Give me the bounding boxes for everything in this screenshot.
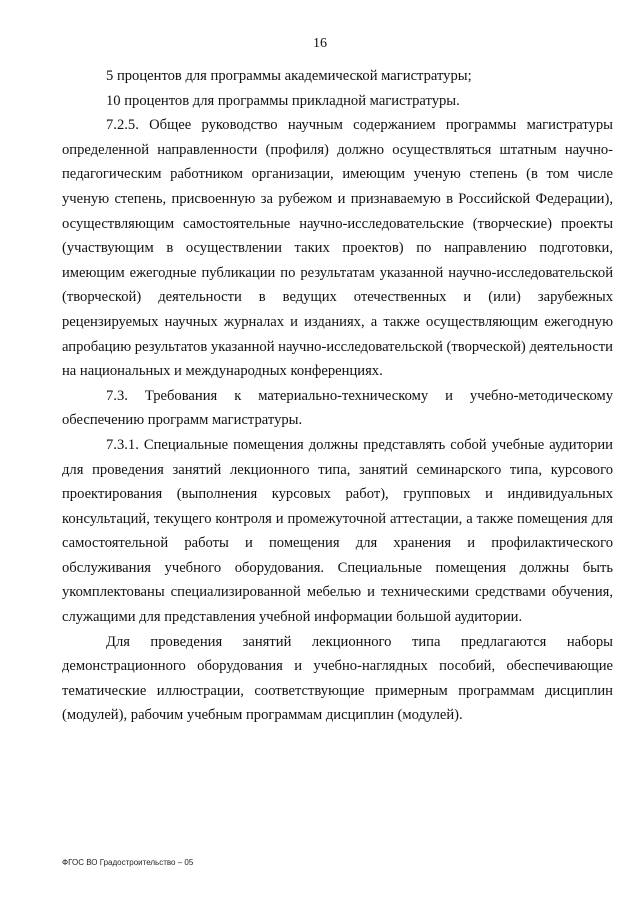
document-body [62, 64, 613, 728]
paragraph-academic-masters-percent: 5 процентов для программы академической магистратуры; [106, 68, 472, 84]
paragraph-applied-masters-percent: 10 процентов для программы прикладной магистратуры. [106, 92, 460, 109]
footer-standard-name: ФГОС ВО Градостроительство – 05 [62, 858, 194, 867]
page-number: 16 [313, 36, 327, 51]
paragraph-7-2-5: 7.2.5. Общее руководство научным содержанием программы магистратуры определенной направленности (профиля) должно осуществляться штатным научно-педагогическим работником организации, имеющим ученую степень (в том числе ученую степень, присвоенную за рубежом и признаваемую в Российской Федерации), осуществляющим самостоятельные научно-исследовательские (творческие) проекты (участвующим в осуществлении таких проектов) по направлению подготовки, имеющим ежегодные публикации по результатам указанной научно-исследовательской (творческой) деятельности в ведущих отечественных и (или) зарубежных рецензируемых научных журналах и изданиях, а также осуществляющим ежегодную апробацию результатов указанной научно-исследовательской (творческой) деятельности на национальных и международных конференциях. [62, 117, 613, 380]
paragraph-7-3-1: 7.3.1. Специальные помещения должны представлять собой учебные аудитории для проведения занятий лекционного типа, занятий семинарского типа, курсового проектирования (выполнения курсовых работ), групповых и индивидуальных консультаций, текущего контроля и промежуточной аттестации, а также помещения для самостоятельной работы и помещения для хранения и профилактического обслуживания учебного оборудования. Специальные помещения должны быть укомплектованы специализированной мебелью и техническими средствами обучения, служащими для представления учебной информации большой аудитории. [62, 436, 613, 626]
paragraph-lecture-equipment: Для проведения занятий лекционного типа предлагаются наборы демонстрационного оборудования и учебно-наглядных пособий, обеспечивающие тематические иллюстрации, соответствующие примерным программам дисциплин (модулей), рабочим учебным программам дисциплин (модулей). [62, 633, 613, 724]
paragraph-7-3: 7.3. Требования к материально-техническому и учебно-методическому обеспечению программ магистратуры. [62, 387, 613, 429]
